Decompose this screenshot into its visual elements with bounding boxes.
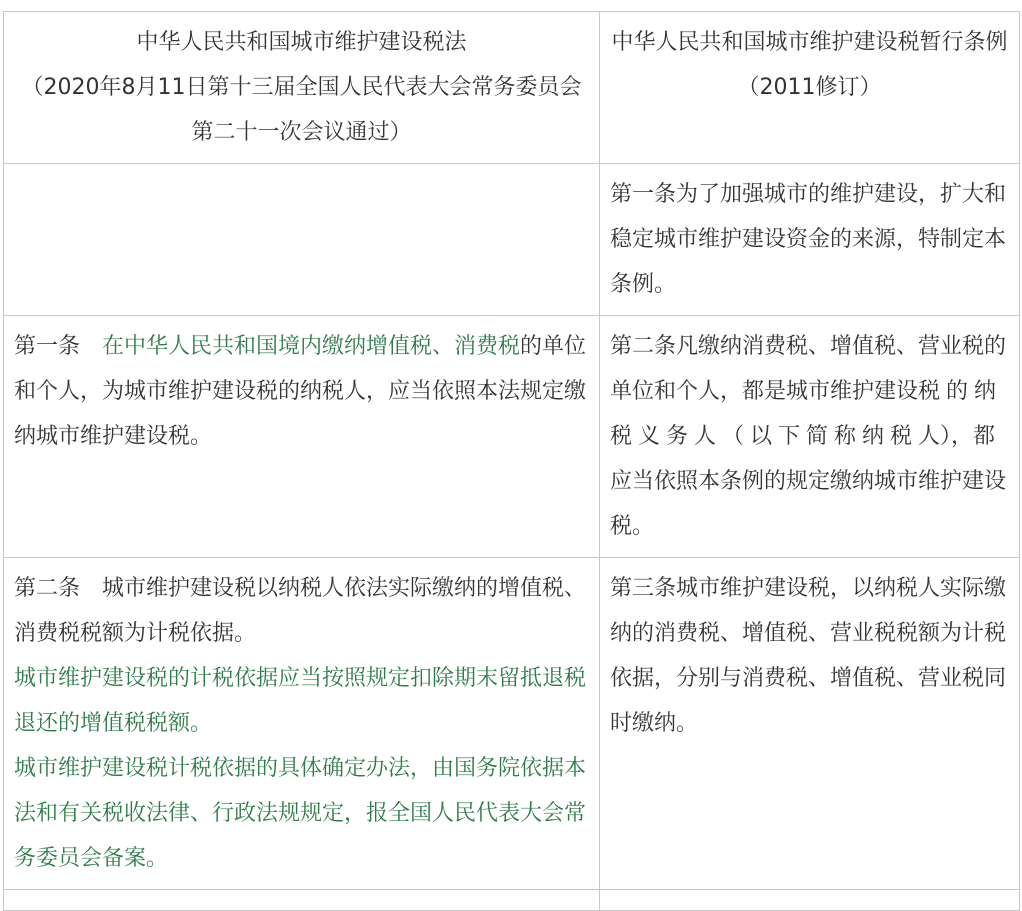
old-article-2-part-a: 第二条凡缴纳消费税、增值税、营业税的单位和个人，都是城市维护建设 (610, 334, 1007, 404)
new-article-1-label: 第一条 (14, 334, 103, 359)
table-row (4, 316, 1020, 558)
row1-left-cell (4, 164, 600, 316)
new-law-subtitle: （2020年8月11日第十三届全国人民代表大会常务委员会第二十一次会议通过） (21, 75, 582, 145)
row4-left-cell (4, 890, 600, 911)
row1-right-cell (600, 164, 1020, 316)
new-article-2-para-2: 城市维护建设税的计税依据应当按照规定扣除期末留抵退税退还的增值税税额。 (14, 666, 587, 736)
new-article-1-highlight: 在中华人民共和国境内缴纳增值税、消费税 (102, 334, 521, 359)
new-law-title: 中华人民共和国城市维护建设税法 (136, 30, 467, 55)
table-row (4, 890, 1020, 911)
row3-right-cell (600, 558, 1020, 890)
table-header-row (4, 12, 1020, 164)
old-article-2-part-b: 税的纳税义务人（以下简称纳税 (610, 379, 1003, 449)
row2-right-cell (600, 316, 1020, 558)
table-row (4, 164, 1020, 316)
table-row (4, 558, 1020, 890)
comparison-table (3, 11, 1020, 911)
old-article-2 (610, 324, 1009, 549)
row2-left-cell (4, 316, 600, 558)
old-article-2-part-c: 人），都应当依照本条例的规定缴纳城市维护建设税。 (610, 424, 1007, 539)
new-article-1 (14, 324, 589, 459)
old-article-1: 第一条为了加强城市的维护建设，扩大和稳定城市维护建设资金的来源，特制定本条例。 (610, 182, 1007, 297)
old-regulation-title: 中华人民共和国城市维护建设税暂行条例（2011修订） (611, 30, 1008, 100)
new-article-2-para-3: 城市维护建设税计税依据的具体确定办法，由国务院依据本法和有关税收法律、行政法规规定，报全国人民代表大会常务委员会备案。 (14, 756, 587, 871)
new-article-2-para-1: 第二条 城市维护建设税以纳税人依法实际缴纳的增值税、消费税税额为计税依据。 (14, 576, 587, 646)
new-article-1-rest: 的单位和个人，为城市维护建设税的纳税人，应当依照本法规定缴纳城市维护建设税。 (14, 334, 587, 449)
header-cell-old-regulation (600, 12, 1020, 164)
row4-right-cell (600, 890, 1020, 911)
header-cell-new-law (4, 12, 600, 164)
old-article-3: 第三条城市维护建设税，以纳税人实际缴纳的消费税、增值税、营业税税额为计税依据，分别与消费税、增值税、营业税同时缴纳。 (610, 576, 1007, 736)
row3-left-cell (4, 558, 600, 890)
